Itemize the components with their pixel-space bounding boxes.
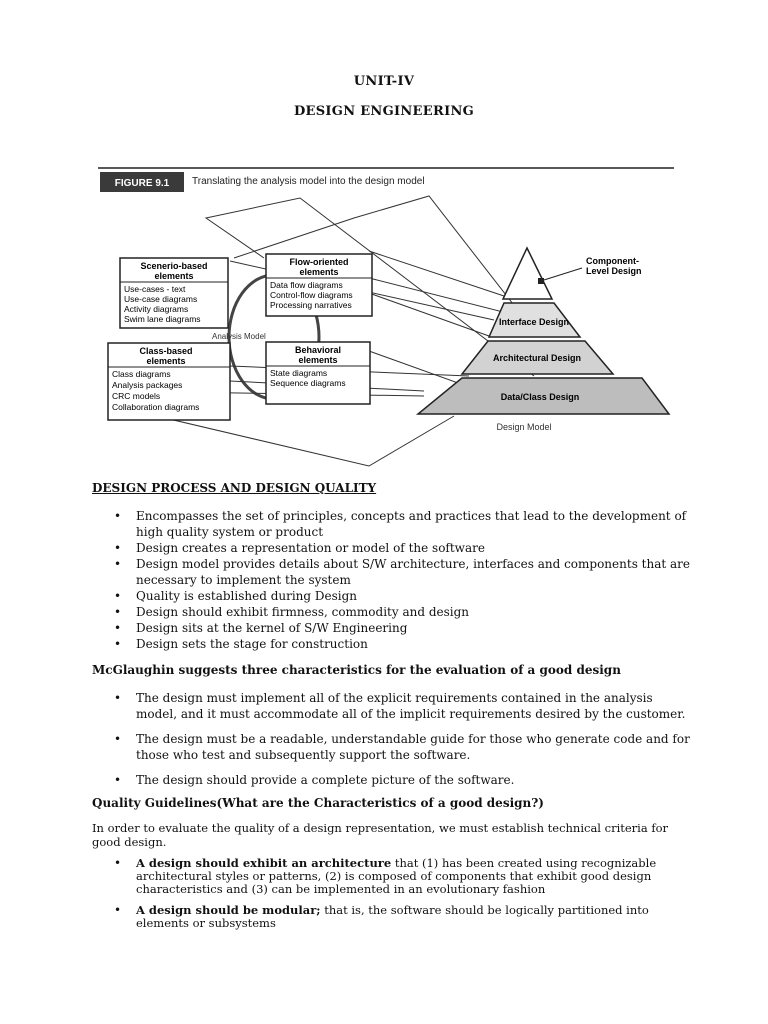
scenario-item: Swim lane diagrams xyxy=(124,314,201,324)
quality-intro-paragraph xyxy=(92,821,692,849)
list-item-text: The design should provide a complete picture of the software. xyxy=(136,773,515,787)
list-item xyxy=(110,731,690,763)
class-item: Class diagrams xyxy=(112,369,171,379)
guideline-bold-lead: A design should be modular; xyxy=(136,903,321,917)
section-heading-design-process: DESIGN PROCESS AND DESIGN QUALITY xyxy=(92,481,377,495)
flow-elements-box xyxy=(266,254,372,316)
list-item-text: elements or subsystems xyxy=(136,916,276,930)
list-item xyxy=(110,620,690,636)
list-item-text: Encompasses the set of principles, concepts and practices that lead to the development of xyxy=(136,509,687,523)
behavioral-elements-box xyxy=(266,342,370,404)
list-item-text: those who test and subsequently support the software. xyxy=(136,748,471,762)
flow-title: Flow-oriented xyxy=(289,257,349,267)
list-item-text: Design sits at the kernel of S/W Engineering xyxy=(136,621,408,635)
flow-item: Processing narratives xyxy=(270,300,352,310)
connector-lines xyxy=(114,196,534,466)
page-title: DESIGN ENGINEERING xyxy=(293,104,475,119)
list-item-text: architectural styles or patterns, (2) is composed of components that exhibit good design xyxy=(136,869,652,883)
scenario-elements-box xyxy=(120,258,228,328)
design-process-list xyxy=(110,508,690,652)
list-item xyxy=(110,857,690,896)
list-item xyxy=(110,556,690,588)
design-model-label: Design Model xyxy=(496,422,552,432)
data-class-design-label: Data/Class Design xyxy=(500,392,580,402)
behavioral-subtitle: elements xyxy=(298,355,338,365)
class-item: Analysis packages xyxy=(112,380,183,390)
list-item-text: Design creates a representation or model of the software xyxy=(136,541,485,555)
class-elements-box xyxy=(108,343,230,420)
list-item xyxy=(110,904,690,930)
section-heading-quality-guidelines: Quality Guidelines(What are the Characteristics of a good design?) xyxy=(92,796,544,810)
flow-item: Control-flow diagrams xyxy=(270,290,353,300)
list-item-text: Design model provides details about S/W architecture, interfaces and components that are xyxy=(136,557,690,571)
mcglaughin-list xyxy=(110,690,690,797)
list-item-text: high quality system or product xyxy=(136,525,324,539)
behavioral-item: State diagrams xyxy=(270,368,328,378)
class-subtitle: elements xyxy=(146,356,186,366)
component-level-label: Component- xyxy=(586,256,639,266)
list-item-text: Quality is established during Design xyxy=(136,589,358,603)
scenario-item: Use-cases - text xyxy=(124,284,186,294)
scenario-item: Activity diagrams xyxy=(124,304,189,314)
list-item xyxy=(110,772,690,788)
component-level-label-2: Level Design xyxy=(586,266,642,276)
figure-label: FIGURE 9.1 xyxy=(114,178,170,189)
interface-design-label: Interface Design xyxy=(498,317,570,327)
list-item-text: Design should exhibit firmness, commodity and design xyxy=(136,605,470,619)
list-item-text: that is, the software should be logically partitioned into xyxy=(320,903,649,917)
scenario-subtitle: elements xyxy=(154,271,194,281)
flow-subtitle: elements xyxy=(299,267,339,277)
architectural-design-label: Architectural Design xyxy=(492,353,582,363)
paragraph-line: good design. xyxy=(92,835,167,849)
flow-item: Data flow diagrams xyxy=(270,280,343,290)
behavioral-item: Sequence diagrams xyxy=(270,378,346,388)
paragraph-line: In order to evaluate the quality of a design representation, we must establish technical criteria for xyxy=(92,821,669,835)
list-item xyxy=(110,636,690,652)
figure-diagram xyxy=(94,166,678,471)
behavioral-title: Behavioral xyxy=(294,345,342,355)
quality-guidelines-list xyxy=(110,857,690,938)
list-item xyxy=(110,690,690,722)
class-title: Class-based xyxy=(139,346,193,356)
scenario-title: Scenerio-based xyxy=(140,261,208,271)
analysis-model-label: Analysis Model xyxy=(212,332,266,341)
unit-heading: UNIT-IV xyxy=(353,74,415,89)
list-item xyxy=(110,508,690,540)
list-item xyxy=(110,540,690,556)
list-item-text: that (1) has been created using recognizable xyxy=(391,856,657,870)
list-item-text: The design must be a readable, understandable guide for those who generate code and for xyxy=(136,732,690,746)
list-item xyxy=(110,588,690,604)
list-item-text: Design sets the stage for construction xyxy=(136,637,368,651)
class-item: Collaboration diagrams xyxy=(112,402,200,412)
guideline-bold-lead: A design should exhibit an architecture xyxy=(136,856,392,870)
list-item xyxy=(110,604,690,620)
list-item-text: model, and it must accommodate all of the implicit requirements desired by the customer. xyxy=(136,707,686,721)
list-item-text: characteristics and (3) can be implemented in an evolutionary fashion xyxy=(136,882,546,896)
list-item-text: The design must implement all of the explicit requirements contained in the analysis xyxy=(136,691,653,705)
section-heading-mcglaughin: McGlaughin suggests three characteristics for the evaluation of a good design xyxy=(92,663,621,677)
list-item-text: necessary to implement the system xyxy=(136,573,351,587)
figure-caption: Translating the analysis model into the design model xyxy=(192,176,425,187)
class-item: CRC models xyxy=(112,391,161,401)
scenario-item: Use-case diagrams xyxy=(124,294,198,304)
